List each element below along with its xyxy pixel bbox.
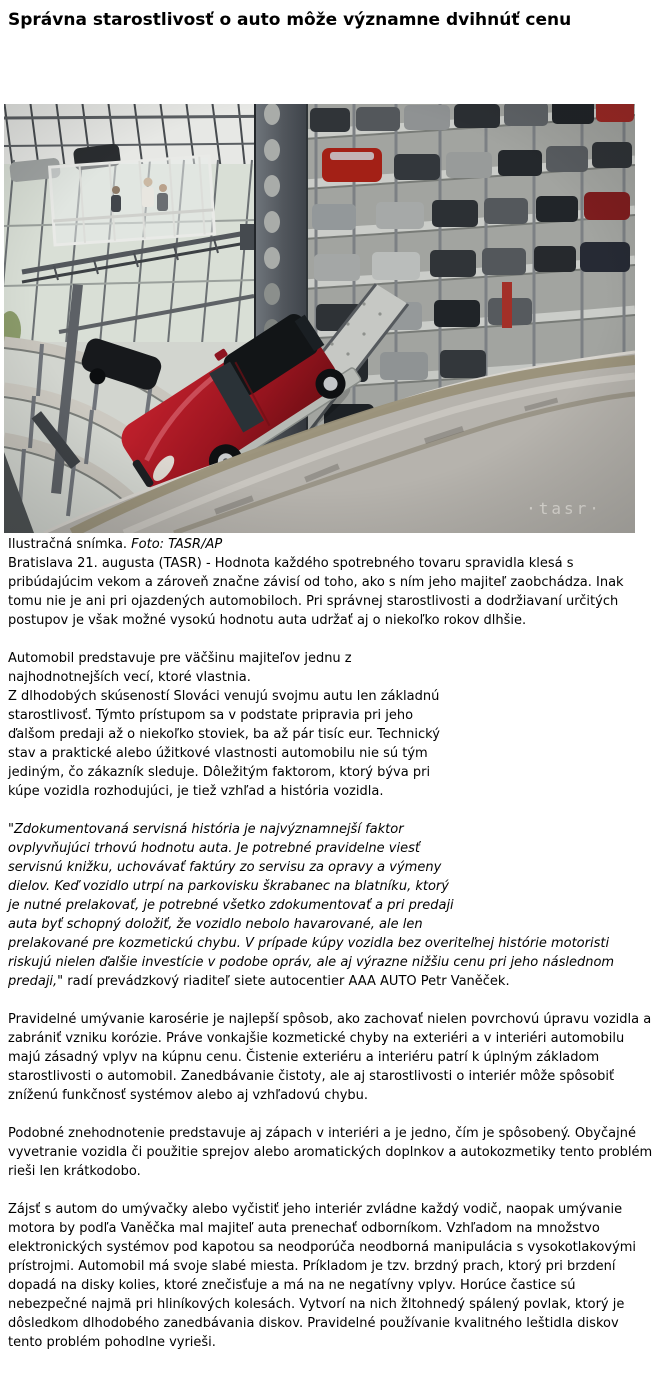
paragraph-ownership-line2: Z dlhodobých skúseností Slováci venujú svojmu autu len základnú starostlivosť. Týmto prístupom sa v podstate pripravia pri jeho ďalšom predaji až o niekoľko stoviek, ba až pár tisíc eur. Technický stav a praktické alebo úžitkové vlastnosti automobilu nie sú tým jediným, čo zákazník sleduje. Dôležitým faktorom, ktorý býva pri kúpe vozidla rozhodujúci, je tiež vzhľad a história vozidla.	[8, 689, 440, 799]
car-tower-photo	[4, 104, 635, 533]
quote-attribution: radí prevádzkový riaditeľ siete autocentier AAA AUTO Petr Vaněček.	[63, 974, 510, 989]
image-caption	[8, 535, 655, 554]
caption-text: Ilustračná snímka.	[8, 537, 132, 552]
page-title: Správna starostlivosť o auto môže významne dvihnúť cenu	[8, 10, 572, 30]
quote-italic: "Zdokumentovaná servisná história je najvýznamnejší faktor ovplyvňujúci trhovú hodnotu auta. Je potrebné pravidelne viesť servisnú knižku, uchovávať faktúry zo servisu za opravy a výmeny dielov. Keď vozidlo utrpí na parkovisku škrabanec na blatníku, ktorý je nutné prelakovať, je potrebné všetko zdokumentovať a pri predaji auta byť schopný doložiť, že vozidlo nebolo havarované, ale len prelakované pre kozmetickú chybu. V prípade kúpy vozidla bez overiteľnej histórie motoristi riskujú nielen ďalšie investície v podobe opráv, ale aj výrazne nižšiu cenu pri jeho následnom predaji,"	[8, 822, 615, 989]
paragraph-ownership-line1: Automobil predstavuje pre väčšinu majiteľov jednu z najhodnotnejších vecí, ktoré vlastnia.	[8, 651, 352, 685]
lead-paragraph: Bratislava 21. augusta (TASR) - Hodnota každého spotrebného tovaru spravidla klesá s pribúdajúcim vekom a zároveň značne závisí od toho, ako s ním jeho majiteľ zaobchádza. Inak tomu nie je ani pri ojazdených automobiloch. Pri správnej starostlivosti a dodržiavaní určitých postupov je však možné vysokú hodnotu auta udržať aj o niekoľko rokov dlhšie.	[8, 556, 624, 628]
paragraph-smell: Podobné znehodnotenie predstavuje aj zápach v interiéri a je jedno, čím je spôsobený. Obyčajné vyvetranie vozidla či použitie sprejov alebo aromatických doplnkov a autokozmetiky tento problém rieši len krátkodobo.	[8, 1126, 653, 1179]
caption-credit: Foto: TASR/AP	[131, 537, 223, 552]
empty-ad-slot	[455, 649, 655, 931]
article-image	[4, 104, 635, 533]
paragraph-maintenance: Zájsť s autom do umývačky alebo vyčistiť jeho interiér zvládne každý vodič, naopak umývanie motora by podľa Vaněčka mal majiteľ auta prenechať odborníkom. Vzhľadom na množstvo elektronických systémov pod kapotou sa neodporúča neodborná manipulácia s vysokotlakovými prístrojmi. Automobil má svoje slabé miesta. Príkladom je tzv. brzdný prach, ktorý pri brzdení dopadá na disky kolies, ktoré znečisťuje a má na ne negatívny vplyv. Horúce častice sú nebezpečné najmä pri hliníkových kolesách. Vytvorí na nich žltohnedý spálený povlak, ktorý je dôsledkom dlhodobého zanedbávania diskov. Pravidelné používanie kvalitného leštidla diskov tento problém pohodlne vyrieši.	[8, 1202, 637, 1350]
paragraph-washing: Pravidelné umývanie karosérie je najlepší spôsob, ako zachovať nielen povrchovú úpravu vozidla a zabrániť vzniku korózie. Práve vonkajšie kozmetické chyby na exteriéri a v interiéri automobilu majú zásadný vplyv na kúpnu cenu. Čistenie exteriéru a interiéru patrí k úplným základom starostlivosti o automobil. Zanedbávanie čistoty, ale aj starostlivosti o interiér môže spôsobiť zníženú funkčnosť systémov alebo aj vzhľadovú chybu.	[8, 1012, 652, 1103]
